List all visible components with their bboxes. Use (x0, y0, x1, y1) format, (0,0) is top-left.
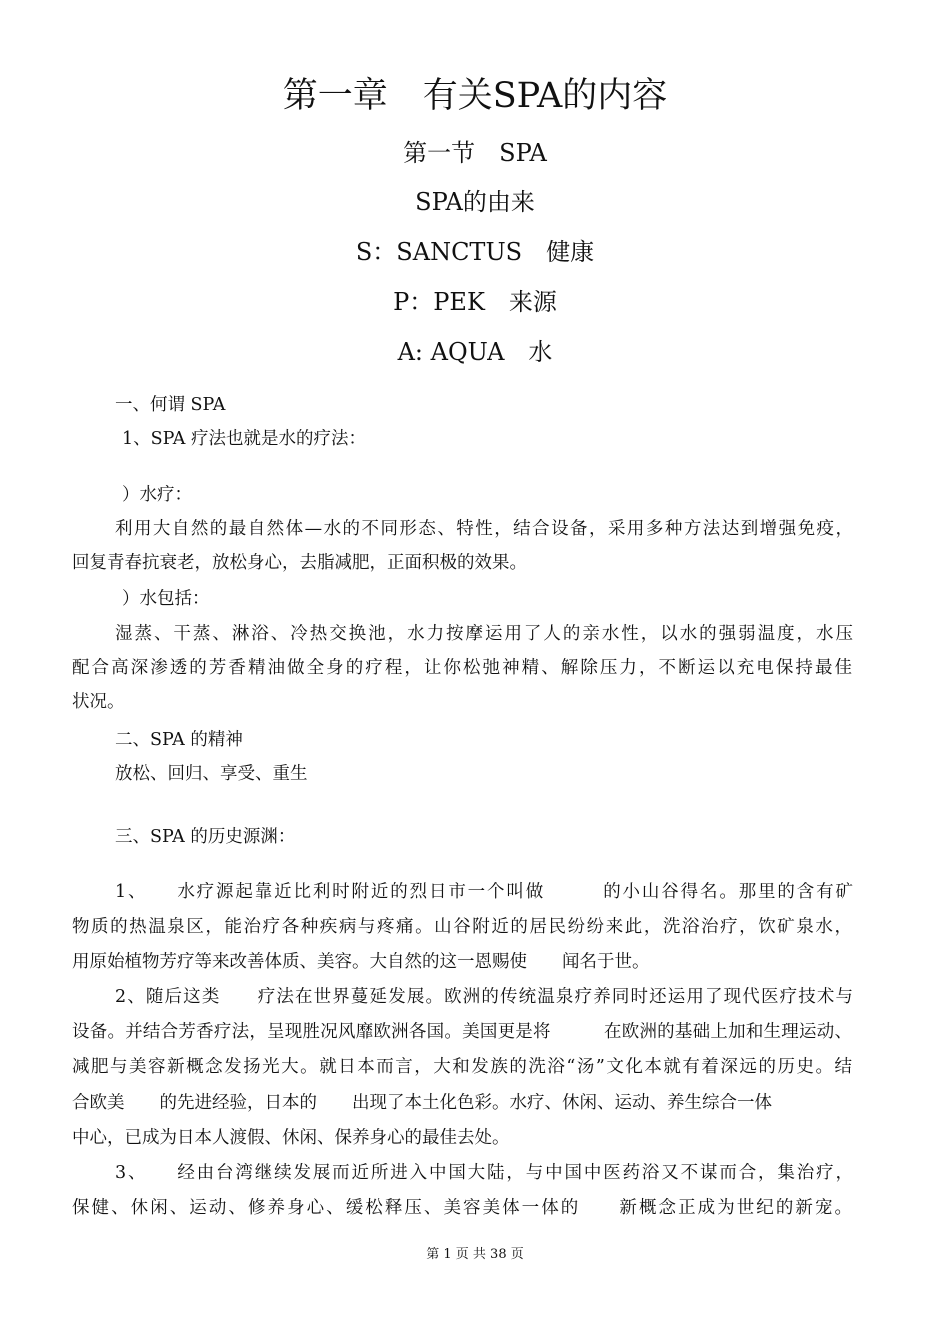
subheading-water-therapy: 1、SPA 疗法也就是水的疗法： (122, 429, 366, 449)
item-water-includes: ）水包括： (122, 589, 210, 609)
origin-title: SPA的由来 (415, 188, 535, 216)
heading-what-is-spa: 一、何谓 SPA (115, 395, 226, 415)
page-footer: 第 1 页 共 38 页 (426, 1247, 524, 1262)
paragraph-line: 3、 经由台湾继续发展而近所进入中国大陆，与中国中医药浴又不谋而合，集治疗， (115, 1163, 853, 1183)
heading-spa-spirit: 二、SPA 的精神 (115, 730, 243, 750)
paragraph-line: 配合高深渗透的芳香精油做全身的疗程，让你松弛神精、解除压力，不断运以充电保持最佳 (72, 658, 852, 678)
paragraph-line: 减肥与美容新概念发扬光大。就日本而言，大和发族的洗浴“汤”文化本就有着深远的历史。结 (72, 1057, 852, 1077)
paragraph-line: 中心，已成为日本人渡假、休闲、保养身心的最佳去处。 (72, 1128, 510, 1148)
paragraph-line: 合欧美 的先进经验，日本的 出现了本土化色彩。水疗、休闲、运动、养生综合一体 (72, 1093, 772, 1113)
paragraph-line: 放松、回归、享受、重生 (115, 764, 308, 784)
paragraph-line: 湿蒸、干蒸、淋浴、冷热交换池，水力按摩运用了人的亲水性，以水的强弱温度，水压 (115, 624, 853, 644)
section-title: 第一节 SPA (403, 139, 547, 167)
acronym-a-line: A: AQUA 水 (397, 338, 553, 366)
paragraph-line: 1、 水疗源起靠近比利时附近的烈日市一个叫做 的小山谷得名。那里的含有矿 (115, 882, 853, 902)
paragraph-line: 2、随后这类 疗法在世界蔓延发展。欧洲的传统温泉疗养同时还运用了现代医疗技术与 (115, 987, 853, 1007)
heading-spa-history: 三、SPA 的历史源渊： (115, 827, 296, 847)
paragraph-line: 设备。并结合芳香疗法，呈现胜况风靡欧洲各国。美国更是将 在欧洲的基础上加和生理运动、 (72, 1022, 852, 1042)
paragraph-line: 状况。 (72, 692, 125, 712)
paragraph-line: 物质的热温泉区，能治疗各种疾病与疼痛。山谷附近的居民纷纷来此，洗浴治疗，饮矿泉水， (72, 917, 852, 937)
item-hydrotherapy: ）水疗： (122, 485, 192, 505)
acronym-p-line: P：PEK 来源 (393, 288, 557, 316)
paragraph-line: 回复青春抗衰老，放松身心，去脂减肥，正面积极的效果。 (72, 553, 527, 573)
acronym-s-line: S：SANCTUS 健康 (355, 238, 595, 266)
paragraph-line: 用原始植物芳疗等来改善体质、美容。大自然的这一恩赐使 闻名于世。 (72, 952, 650, 972)
paragraph-line: 利用大自然的最自然体—水的不同形态、特性，结合设备，采用多种方法达到增强免疫， (115, 519, 853, 539)
paragraph-line: 保健、休闲、运动、修养身心、缓松释压、美容美体一体的 新概念正成为世纪的新宠。 (72, 1198, 852, 1218)
chapter-title: 第一章 有关SPA的内容 (282, 76, 668, 116)
